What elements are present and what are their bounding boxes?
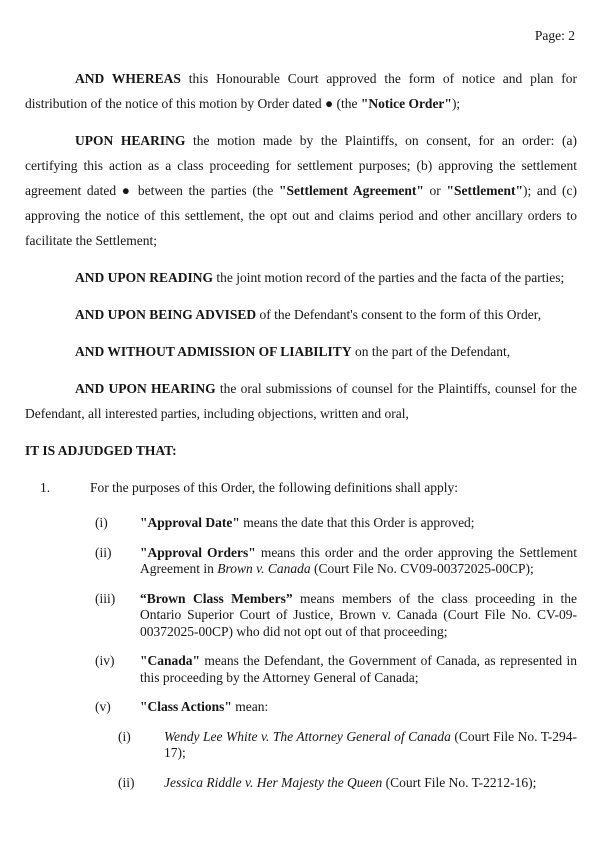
order-item-1: [40, 475, 577, 500]
text-segment: the oral submissions of counsel for the Plaintiffs, counsel for the Defendant, all interested parties, including objections, written and oral,: [25, 381, 577, 421]
page-number: Page: 2: [534, 28, 575, 43]
definition-marker: (i): [95, 515, 108, 530]
text-segment: means the date that this Order is approved;: [239, 515, 475, 530]
case-name-italic: Brown v. Canada: [217, 561, 311, 576]
paragraph-without-admission: [25, 339, 577, 364]
definition-marker: (ii): [95, 544, 112, 560]
defined-term-bold: AND WHEREAS: [75, 71, 181, 86]
text-segment: ); and (c) approving the notice of this settlement, the opt out and claims period and other ancillary orders to facilitate the Settlement;: [25, 183, 578, 248]
defined-term-bold: "Settlement": [446, 183, 523, 198]
case-name-italic: Wendy Lee White v. The Attorney General of Canada: [164, 728, 451, 744]
order-item-number: 1.: [40, 480, 51, 495]
paragraph-upon-hearing: [25, 128, 577, 253]
definition-text: [140, 591, 577, 641]
definition-class-actions: [95, 699, 577, 716]
paragraph-upon-reading: [25, 265, 577, 290]
definition-text: [140, 515, 577, 532]
paragraph-upon-hearing-submissions: [25, 376, 577, 426]
definition-brown-class-members: [95, 591, 577, 641]
text-segment: (Court File No. T-2212-16);: [382, 774, 537, 790]
class-action-text: [164, 729, 577, 762]
text-segment: means this order and the order approving the Settlement Agreement in: [140, 544, 577, 576]
text-segment: the joint motion record of the parties and the facta of the parties;: [213, 270, 565, 285]
text-segment: or: [423, 183, 447, 198]
text-segment: );: [451, 96, 461, 111]
defined-term-bold: UPON HEARING: [75, 133, 186, 148]
defined-term-bold: AND UPON HEARING: [75, 381, 216, 396]
definition-marker: (iii): [95, 590, 116, 606]
defined-term-bold: AND UPON BEING ADVISED: [75, 307, 257, 322]
adjudged-heading: IT IS ADJUDGED THAT:: [25, 443, 177, 458]
defined-term-bold: "Canada": [140, 653, 201, 668]
class-action-riddle: [118, 775, 577, 792]
definition-text: [140, 545, 577, 578]
case-name-italic: Jessica Riddle v. Her Majesty the Queen: [164, 774, 383, 790]
text-segment: (Court File No. T-294-17);: [164, 728, 577, 760]
defined-term-bold: "Notice Order": [360, 96, 452, 111]
defined-term-bold: "Settlement Agreement": [279, 183, 424, 198]
text-segment: (Court File No. CV09-00372025-00CP);: [310, 561, 534, 576]
text-segment: of the Defendant's consent to the form of this Order,: [256, 307, 542, 322]
text-segment: the motion made by the Plaintiffs, on consent, for an order: (a) certifying this action as a class proceeding for settlement purposes; (b) approving the settlement agreement dated ● between the parties (the: [25, 133, 577, 198]
definition-approval-orders: [95, 545, 577, 578]
defined-term-bold: “Brown Class Members”: [140, 590, 293, 606]
paragraph-and-whereas: [25, 66, 577, 116]
definition-canada: [95, 653, 577, 686]
definition-approval-date: [95, 515, 577, 532]
defined-term-bold: "Approval Date": [140, 515, 240, 530]
defined-term-bold: "Approval Orders": [140, 544, 256, 560]
defined-term-bold: "Class Actions": [140, 699, 232, 714]
defined-term-bold: AND UPON READING: [75, 270, 213, 285]
definition-text: [140, 699, 577, 716]
definition-text: [140, 653, 577, 686]
class-action-text: [164, 775, 577, 792]
order-item-text: For the purposes of this Order, the following definitions shall apply:: [90, 480, 459, 495]
text-segment: this Honourable Court approved the form of notice and plan for distribution of the notice of this motion by Order dated ● (the: [25, 71, 577, 111]
text-segment: means members of the class proceeding in the Ontario Superior Court of Justice, Brown v. Canada (Court File No. CV-09-00372025-00CP) who did not opt out of that proceeding;: [140, 590, 577, 639]
text-segment: means the Defendant, the Government of Canada, as represented in this proceeding by the Attorney General of Canada;: [140, 653, 577, 685]
class-action-marker: (ii): [118, 774, 135, 790]
definition-marker: (v): [95, 699, 111, 714]
class-action-white: [118, 729, 577, 762]
defined-term-bold: AND WITHOUT ADMISSION OF LIABILITY: [75, 344, 352, 359]
paragraph-upon-being-advised: [25, 302, 577, 327]
definition-marker: (iv): [95, 653, 115, 668]
text-segment: on the part of the Defendant,: [351, 344, 511, 359]
text-segment: mean:: [231, 699, 269, 714]
class-action-marker: (i): [118, 728, 131, 744]
